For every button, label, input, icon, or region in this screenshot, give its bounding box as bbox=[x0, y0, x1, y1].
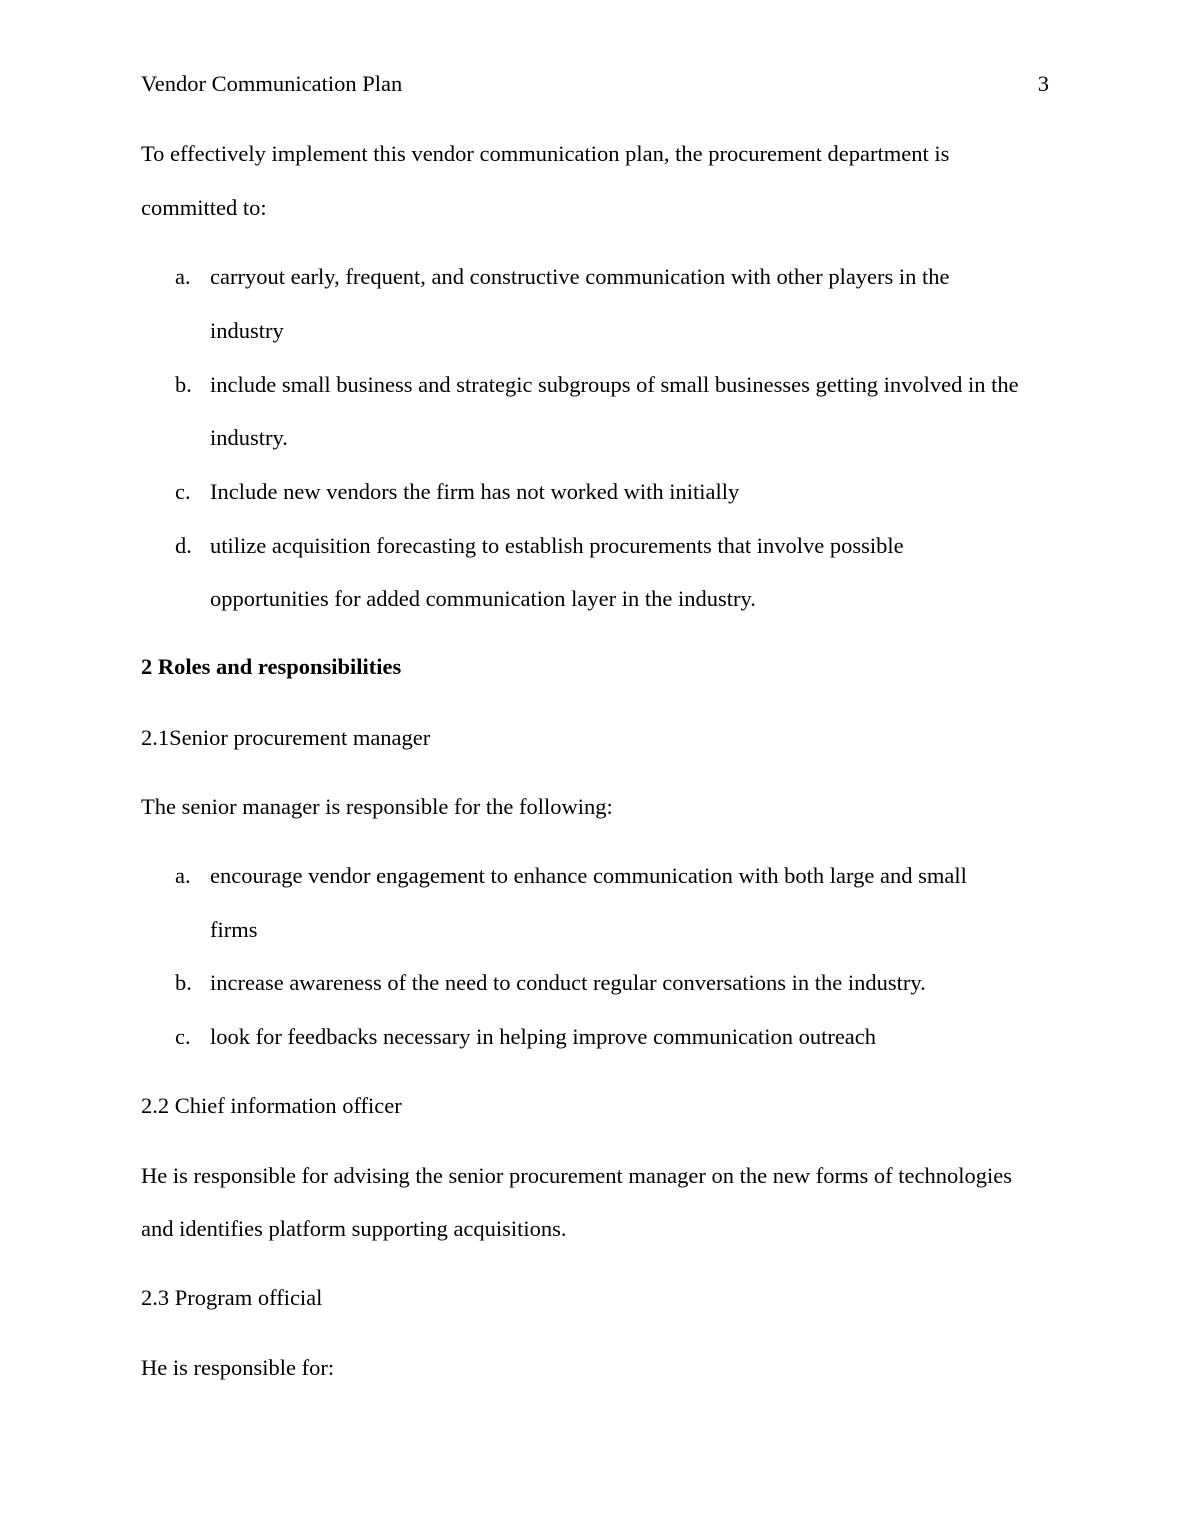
section-heading: 2 Roles and responsibilities bbox=[141, 654, 402, 679]
intro-line-2: committed to: bbox=[141, 195, 267, 220]
list-item-d-line-1: utilize acquisition forecasting to establish procurements that involve possible bbox=[210, 533, 904, 558]
running-header-title: Vendor Communication Plan bbox=[141, 71, 403, 96]
page-number: 3 bbox=[1037, 71, 1049, 96]
list-item-b-line-2: industry. bbox=[210, 425, 288, 450]
list-item-a-line-2: firms bbox=[210, 917, 258, 942]
list-item-b-line-1: include small business and strategic subgroups of small businesses getting involved in the bbox=[210, 372, 1019, 397]
list-marker: c. bbox=[175, 479, 191, 504]
paragraph: The senior manager is responsible for the following: bbox=[141, 794, 613, 819]
list-item-a-line-2: industry bbox=[210, 318, 284, 343]
list-item-b-line-1: increase awareness of the need to conduct regular conversations in the industry. bbox=[210, 970, 926, 995]
list-item-c-line-1: look for feedbacks necessary in helping improve communication outreach bbox=[210, 1024, 877, 1049]
intro-line-1: To effectively implement this vendor communication plan, the procurement department is bbox=[141, 141, 950, 166]
list-marker: b. bbox=[175, 970, 192, 995]
paragraph-line-1: He is responsible for advising the senior procurement manager on the new forms of technologies bbox=[141, 1163, 1013, 1188]
list-item-a-line-1: carryout early, frequent, and constructive communication with other players in the bbox=[210, 264, 950, 289]
list-marker: b. bbox=[175, 372, 192, 397]
subsection-heading: 2.2 Chief information officer bbox=[141, 1093, 402, 1118]
paragraph: He is responsible for: bbox=[141, 1355, 335, 1380]
list-item-c-line-1: Include new vendors the firm has not worked with initially bbox=[210, 479, 740, 504]
list-marker: c. bbox=[175, 1024, 191, 1049]
subsection-heading: 2.3 Program official bbox=[141, 1285, 323, 1310]
subsection-heading: 2.1Senior procurement manager bbox=[141, 725, 431, 750]
list-marker: a. bbox=[175, 264, 191, 289]
paragraph-line-2: and identifies platform supporting acquisitions. bbox=[141, 1216, 567, 1241]
list-marker: a. bbox=[175, 863, 191, 888]
list-item-a-line-1: encourage vendor engagement to enhance communication with both large and small bbox=[210, 863, 967, 888]
list-item-d-line-2: opportunities for added communication layer in the industry. bbox=[210, 586, 756, 611]
list-marker: d. bbox=[175, 533, 192, 558]
